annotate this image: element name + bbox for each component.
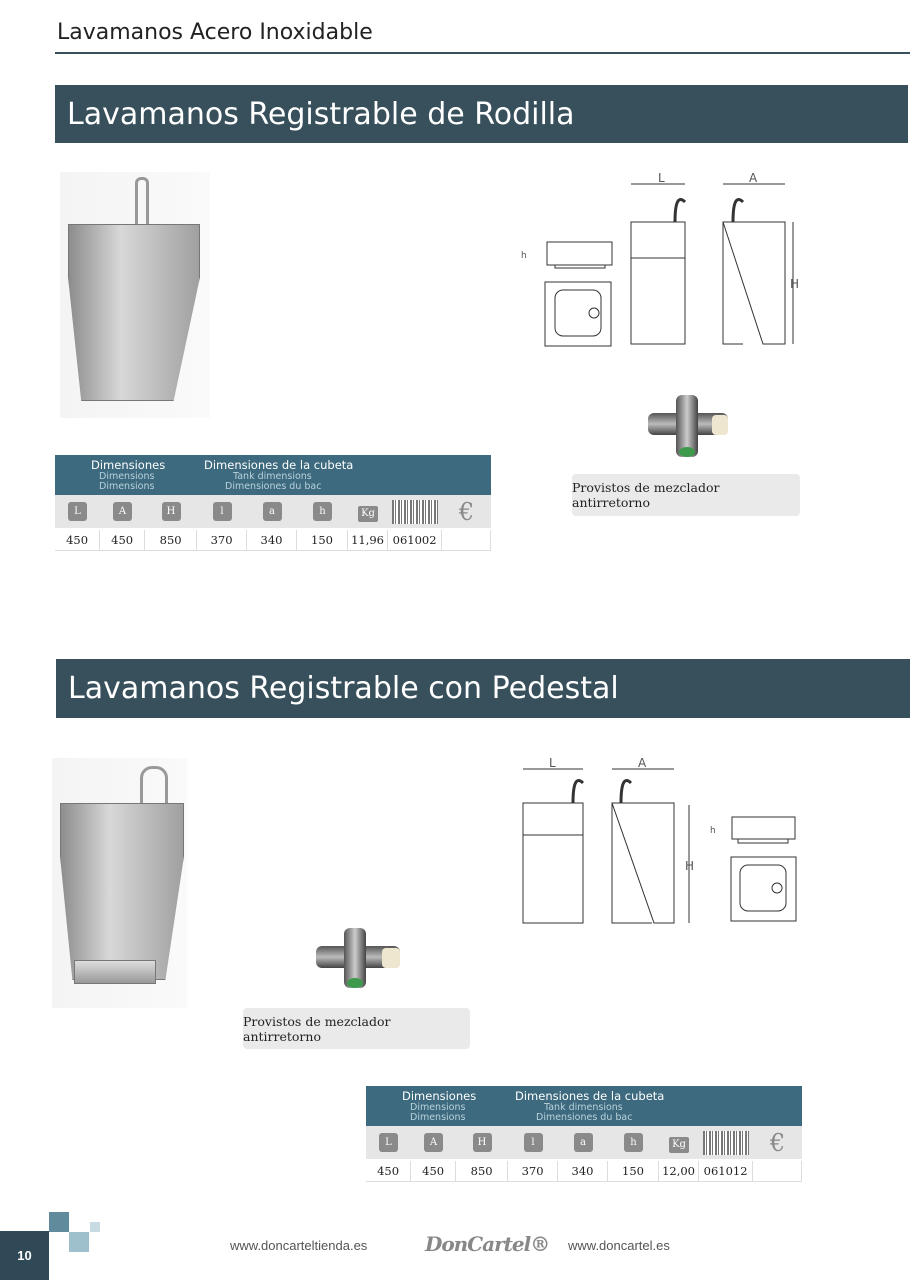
width-icon: A xyxy=(424,1133,443,1152)
value-tank-length: 370 xyxy=(508,1161,558,1181)
value-tank-width: 340 xyxy=(247,530,297,550)
doncartel-logo: DonCartel® xyxy=(425,1232,550,1256)
weight-icon: Kg xyxy=(669,1137,689,1153)
footer-link-shop[interactable]: www.doncarteltienda.es xyxy=(230,1238,368,1253)
weight-icon: Kg xyxy=(358,506,378,522)
page-header-title: Lavamanos Acero Inoxidable xyxy=(57,20,373,45)
value-weight: 11,96 xyxy=(348,530,388,550)
table-row xyxy=(55,530,491,551)
svg-text:h: h xyxy=(521,251,527,261)
section-title-rodilla: Lavamanos Registrable de Rodilla xyxy=(55,85,908,143)
length-icon: L xyxy=(68,502,87,521)
value-width: 450 xyxy=(100,530,145,550)
tank-height-icon: h xyxy=(624,1133,643,1152)
spec-table-rodilla xyxy=(55,455,491,551)
header-rule xyxy=(55,52,910,54)
svg-text:H: H xyxy=(790,277,800,291)
svg-text:A: A xyxy=(638,756,647,770)
spec-table-pedestal xyxy=(366,1086,802,1182)
spec-icons-row xyxy=(366,1126,802,1159)
table-row xyxy=(366,1161,802,1182)
mixer-valve-image xyxy=(316,928,400,990)
svg-text:L: L xyxy=(549,756,556,770)
svg-text:A: A xyxy=(749,171,758,185)
spec-icons-row xyxy=(55,495,491,528)
product-photo-rodilla xyxy=(60,172,210,418)
width-icon: A xyxy=(113,502,132,521)
page-number: 10 xyxy=(0,1231,49,1280)
product-photo-pedestal xyxy=(52,758,187,1008)
barcode-icon xyxy=(703,1131,749,1155)
value-tank-height: 150 xyxy=(297,530,348,550)
value-price xyxy=(442,530,491,550)
decor-square xyxy=(69,1232,89,1252)
tank-height-icon: h xyxy=(313,502,332,521)
height-icon: H xyxy=(162,502,181,521)
spec-table-header: Dimensiones Dimensions Dimensions Dimensiones de la cubeta Tank dimensions Dimensiones du bac xyxy=(366,1086,802,1126)
euro-icon: € xyxy=(458,497,475,526)
tank-length-icon: l xyxy=(524,1133,543,1152)
footer-link-site[interactable]: www.doncartel.es xyxy=(568,1238,670,1253)
tank-length-icon: l xyxy=(213,502,232,521)
value-weight: 12,00 xyxy=(659,1161,699,1181)
value-price xyxy=(753,1161,802,1181)
tank-width-icon: a xyxy=(263,502,282,521)
height-icon: H xyxy=(473,1133,492,1152)
barcode-icon xyxy=(392,500,438,524)
decor-square xyxy=(49,1212,69,1232)
value-length: 450 xyxy=(55,530,100,550)
value-length: 450 xyxy=(366,1161,411,1181)
mixer-valve-image xyxy=(648,395,728,460)
value-width: 450 xyxy=(411,1161,456,1181)
mixer-caption: Provistos de mezclador antirretorno xyxy=(572,474,800,516)
value-height: 850 xyxy=(145,530,197,550)
value-tank-width: 340 xyxy=(558,1161,608,1181)
value-height: 850 xyxy=(456,1161,508,1181)
technical-drawing-rodilla xyxy=(515,170,815,350)
length-icon: L xyxy=(379,1133,398,1152)
value-reference: 061012 xyxy=(699,1161,753,1181)
svg-text:h: h xyxy=(710,826,716,836)
spec-table-header: Dimensiones Dimensions Dimensions Dimensiones de la cubeta Tank dimensions Dimensiones du bac xyxy=(55,455,491,495)
euro-icon: € xyxy=(769,1128,786,1157)
value-tank-length: 370 xyxy=(197,530,247,550)
svg-text:H: H xyxy=(685,859,695,873)
svg-text:L: L xyxy=(658,171,665,185)
technical-drawing-pedestal xyxy=(515,755,805,930)
mixer-caption: Provistos de mezclador antirretorno xyxy=(243,1008,470,1049)
tank-width-icon: a xyxy=(574,1133,593,1152)
value-reference: 061002 xyxy=(388,530,442,550)
decor-square xyxy=(90,1222,100,1232)
value-tank-height: 150 xyxy=(608,1161,659,1181)
section-title-pedestal: Lavamanos Registrable con Pedestal xyxy=(56,659,910,718)
